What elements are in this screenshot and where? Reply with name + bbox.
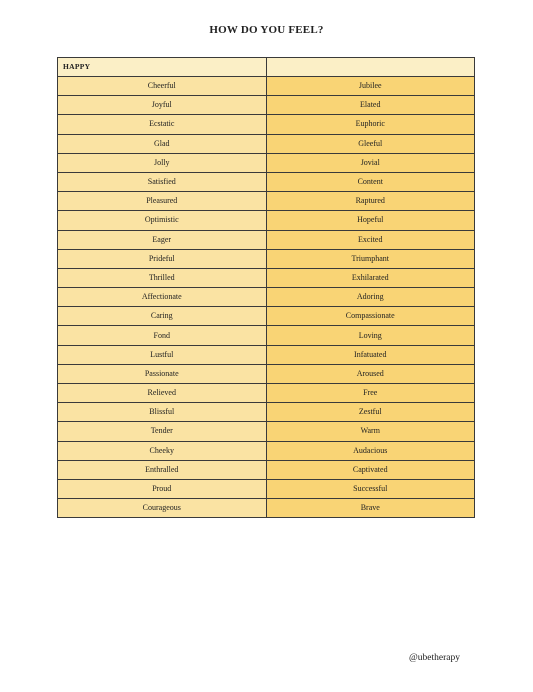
table-row (58, 307, 475, 326)
category-label: HAPPY (58, 58, 267, 77)
emotion-cell-right: Excited (266, 230, 475, 249)
emotion-cell-right: Warm (266, 422, 475, 441)
table-row (58, 96, 475, 115)
emotion-cell-right: Compassionate (266, 307, 475, 326)
table-row (58, 422, 475, 441)
emotion-cell-left: Relieved (58, 384, 267, 403)
emotion-cell-left: Fond (58, 326, 267, 345)
emotion-cell-right: Free (266, 384, 475, 403)
page-title: HOW DO YOU FEEL? (209, 24, 324, 36)
emotions-table-body (58, 58, 475, 518)
emotion-cell-left: Tender (58, 422, 267, 441)
emotion-cell-right: Captivated (266, 460, 475, 479)
emotion-cell-left: Proud (58, 479, 267, 498)
emotion-cell-right: Successful (266, 479, 475, 498)
emotion-cell-left: Prideful (58, 249, 267, 268)
table-row (58, 345, 475, 364)
emotion-cell-right: Brave (266, 499, 475, 518)
emotion-cell-right: Jubilee (266, 77, 475, 96)
table-row (58, 384, 475, 403)
emotion-cell-right: Adoring (266, 288, 475, 307)
emotion-cell-left: Courageous (58, 499, 267, 518)
table-row (58, 403, 475, 422)
table-row (58, 230, 475, 249)
emotion-cell-left: Thrilled (58, 268, 267, 287)
table-row (58, 499, 475, 518)
table-row (58, 153, 475, 172)
emotion-cell-left: Optimistic (58, 211, 267, 230)
emotion-cell-left: Glad (58, 134, 267, 153)
emotion-cell-right: Gleeful (266, 134, 475, 153)
emotions-table (57, 57, 475, 518)
emotion-cell-left: Enthralled (58, 460, 267, 479)
emotion-cell-left: Jolly (58, 153, 267, 172)
table-row (58, 172, 475, 191)
emotion-cell-right: Content (266, 172, 475, 191)
emotion-cell-right: Zestful (266, 403, 475, 422)
table-row (58, 134, 475, 153)
table-row (58, 115, 475, 134)
emotion-cell-left: Passionate (58, 364, 267, 383)
emotion-cell-right: Aroused (266, 364, 475, 383)
emotion-cell-right: Hopeful (266, 211, 475, 230)
emotion-cell-right: Triumphant (266, 249, 475, 268)
emotion-cell-right: Elated (266, 96, 475, 115)
emotion-cell-right: Jovial (266, 153, 475, 172)
emotion-cell-left: Cheerful (58, 77, 267, 96)
table-row (58, 211, 475, 230)
emotion-cell-right: Raptured (266, 192, 475, 211)
table-row (58, 326, 475, 345)
emotion-cell-left: Joyful (58, 96, 267, 115)
table-header-row (58, 58, 475, 77)
table-row (58, 441, 475, 460)
table-row (58, 364, 475, 383)
emotion-cell-right: Euphoric (266, 115, 475, 134)
table-row (58, 479, 475, 498)
emotion-cell-right: Infatuated (266, 345, 475, 364)
table-row (58, 77, 475, 96)
emotion-cell-left: Affectionate (58, 288, 267, 307)
table-row (58, 249, 475, 268)
emotion-cell-left: Cheeky (58, 441, 267, 460)
emotion-cell-left: Blissful (58, 403, 267, 422)
emotion-cell-left: Satisfied (58, 172, 267, 191)
table-row (58, 192, 475, 211)
table-row (58, 268, 475, 287)
emotion-cell-left: Caring (58, 307, 267, 326)
emotion-cell-right: Exhilarated (266, 268, 475, 287)
credit-handle: @ubetherapy (409, 653, 460, 663)
table-row (58, 460, 475, 479)
emotion-cell-left: Ecstatic (58, 115, 267, 134)
header-empty-cell (266, 58, 475, 77)
emotion-cell-left: Pleasured (58, 192, 267, 211)
emotion-cell-right: Loving (266, 326, 475, 345)
emotion-cell-left: Eager (58, 230, 267, 249)
emotion-cell-left: Lustful (58, 345, 267, 364)
emotion-cell-right: Audacious (266, 441, 475, 460)
table-row (58, 288, 475, 307)
